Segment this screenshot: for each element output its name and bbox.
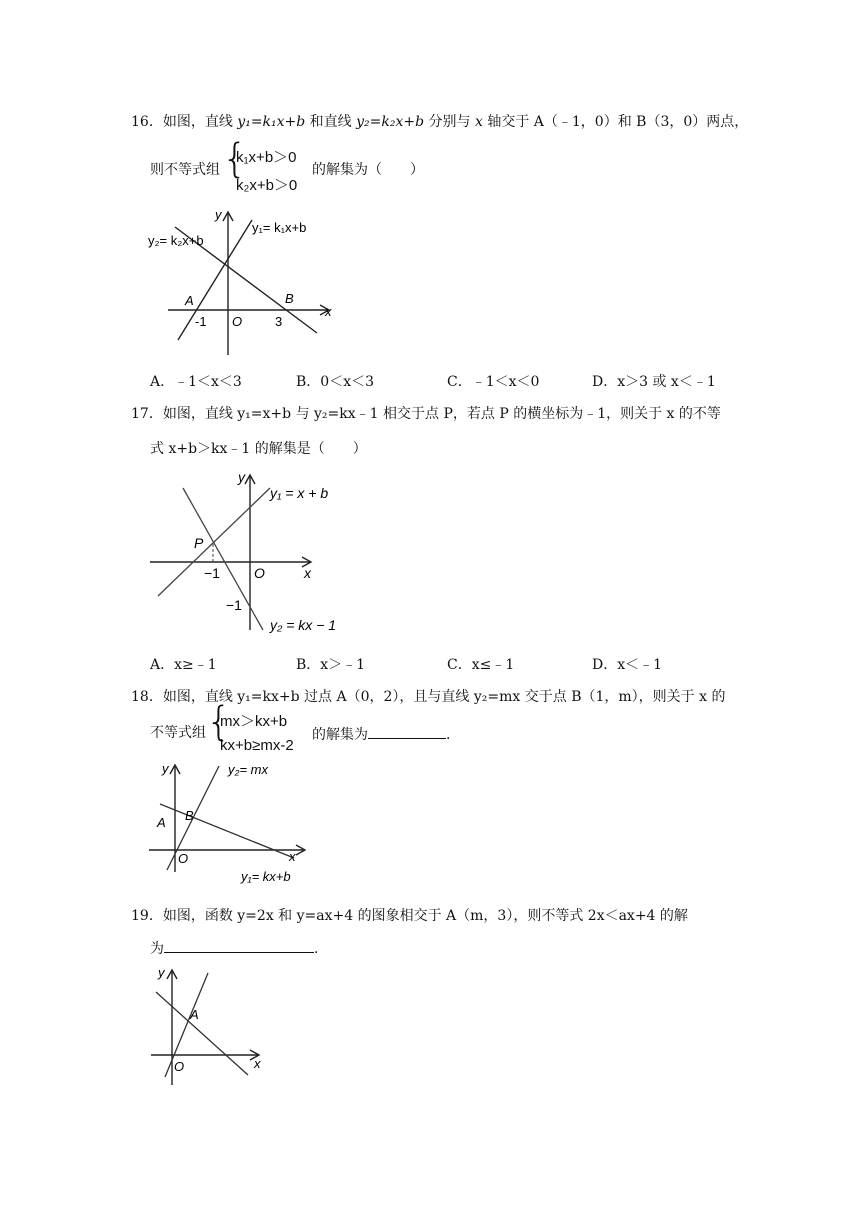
q18-label-origin: O <box>178 851 189 866</box>
q18-brace: { <box>206 699 232 745</box>
q18-line2-prefix: 不等式组 <box>150 725 206 741</box>
q19-label-origin: O <box>174 1059 185 1074</box>
q16-label-origin: O <box>232 314 243 329</box>
q19-line1: 19．如图，函数 y=2x 和 y=ax+4 的图象相交于 A（m，3），则不等式 2x＜ax+4 的解 <box>131 908 688 924</box>
q16-point-b: B（3，0） <box>636 114 707 130</box>
q16-line2-prefix: 则不等式组 <box>150 162 220 178</box>
q16-option-c: C．﹣1＜x＜0 <box>447 374 540 390</box>
q16-brace: { <box>222 136 248 182</box>
q17-label-y2: y₂ = kx − 1 <box>270 617 337 633</box>
q19-answer-blank[interactable] <box>164 938 314 953</box>
q16-label-b: B <box>285 291 294 306</box>
q17-label-origin: O <box>254 565 265 581</box>
q19-answer-line: 为 . <box>150 938 318 958</box>
q18-label-b: B <box>185 808 194 823</box>
q17-label-minus1-x: −1 <box>204 565 220 581</box>
q18-inequality-2: kx+b≥mx-2 <box>220 737 294 754</box>
q19-line-ax4 <box>156 992 248 1075</box>
q16-option-b: B．0＜x＜3 <box>296 374 374 390</box>
q16-number: 16． <box>131 114 163 130</box>
q19-label-a: A <box>190 1007 199 1022</box>
q16-label-a: A <box>185 293 194 308</box>
q18-inequality-1: mx＞kx+b <box>220 713 288 730</box>
q17-label-x: x <box>304 565 311 581</box>
q18-line1: 18．如图，直线 y₁=kx+b 过点 A（0，2），且与直线 y₂=mx 交于点 B（1，m），则关于 x 的 <box>131 689 726 705</box>
q19-label-x: x <box>254 1056 261 1071</box>
q16-label-y2: y₂= k₂x+b <box>148 233 204 248</box>
q16-y2-expression: y₂=k₂x+b <box>356 114 425 130</box>
q16-option-a: A．﹣1＜x＜3 <box>150 374 242 390</box>
q18-label-y2: y₂= mx <box>228 762 268 777</box>
q17-label-minus1-y: −1 <box>226 597 242 613</box>
q18-label-y1: y₁= kx+b <box>241 869 291 884</box>
q17-line1: 17．如图，直线 y₁=x+b 与 y₂=kx﹣1 相交于点 P，若点 P 的横坐标为﹣1，则关于 x 的不等 <box>131 406 721 422</box>
q16-inequality-2: k₂x+b＞0 <box>236 177 298 194</box>
q18-number: 18． <box>131 689 163 705</box>
q17-option-b: B．x＞﹣1 <box>296 657 366 673</box>
q19-label-y: y <box>158 965 165 980</box>
q18-answer-line: 的解集为 . <box>312 724 450 744</box>
q17-option-d: D．x＜﹣1 <box>592 657 663 673</box>
q17-label-y1: y₁ = x + b <box>270 485 329 501</box>
q17-figure <box>148 468 358 638</box>
q18-figure <box>146 760 326 885</box>
q18-answer-blank[interactable] <box>368 724 446 739</box>
q17-number: 17． <box>131 406 163 422</box>
q16-line1: 16．如图，直线 y₁=k₁x+b 和直线 y₂=k₂x+b 分别与 x 轴交于 A（﹣1，0）和 B（3，0）两点， <box>131 114 749 130</box>
q17-option-c: C．x≤﹣1 <box>447 657 515 673</box>
q16-figure <box>140 205 340 355</box>
q16-label-x: x <box>325 304 332 319</box>
q16-label-minus1: -1 <box>195 314 207 329</box>
q16-label-y: y <box>215 207 222 222</box>
q19-number: 19． <box>131 908 163 924</box>
q18-label-a: A <box>157 815 166 830</box>
q17-label-p: P <box>194 535 204 551</box>
q16-label-3: 3 <box>275 314 283 329</box>
q16-inequality-1: k₁x+b＞0 <box>236 149 297 166</box>
q16-point-a: A（﹣1，0） <box>533 114 618 130</box>
q17-line-y2 <box>183 488 263 630</box>
q16-line2-suffix: 的解集为（ ） <box>312 162 424 178</box>
q16-option-d: D．x＞3 或 x＜﹣1 <box>592 374 716 390</box>
q18-label-y: y <box>162 761 169 776</box>
q17-line2: 式 x+b＞kx﹣1 的解集是（ ） <box>150 441 367 457</box>
q19-figure <box>148 965 278 1090</box>
q16-y1-expression: y₁=k₁x+b <box>237 114 306 130</box>
q16-label-y1: y₁= k₁x+b <box>252 220 307 235</box>
q18-label-x: x <box>289 849 296 864</box>
q17-option-a: A．x≥﹣1 <box>150 657 217 673</box>
q17-label-y: y <box>238 469 245 485</box>
